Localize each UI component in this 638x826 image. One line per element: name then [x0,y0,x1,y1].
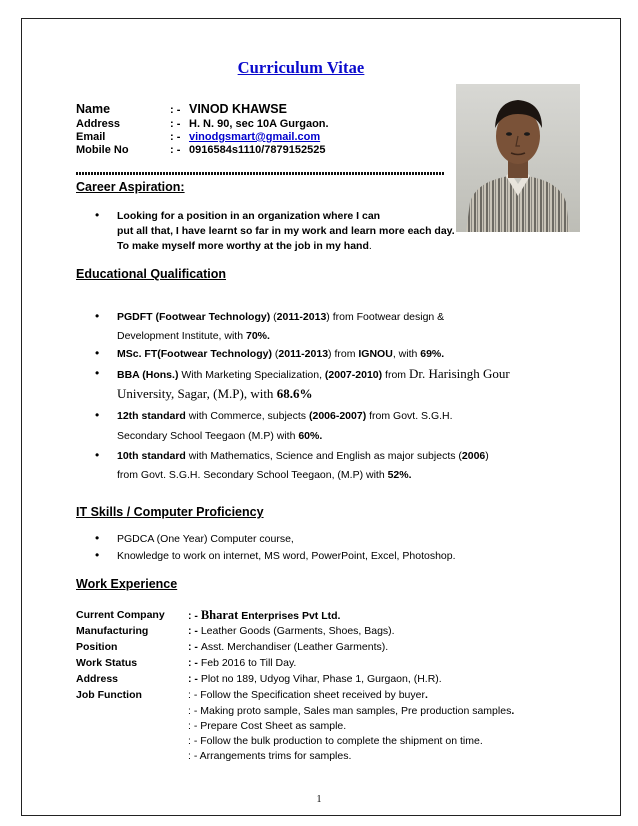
edu-msc-open: ( [271,348,279,360]
email-link[interactable]: vinodgsmart@gmail.com [189,131,321,143]
company-value-rest: Enterprises Pvt Ltd. [238,610,341,622]
job-function-item [188,720,346,732]
edu-bba-percent: 68.6% [276,386,313,401]
job-function-item-text: Making proto sample, Sales man samples, Pre production samples [200,705,512,717]
edu-msc-mid: ) from [328,348,359,360]
bullet-icon: • [95,408,100,422]
manufacturing-row [188,625,395,637]
work-status-label: Work Status [76,657,138,669]
edu-12th-title: 12th standard [117,410,186,422]
work-address-row [188,673,442,685]
education-heading: Educational Qualification [76,267,227,281]
edu-pgdft-rest: ) from Footwear design & [326,311,445,323]
page-number: 1 [316,794,322,805]
career-line-3-text: To make myself more worthy at the job in my hand [117,240,369,252]
header-divider [76,172,444,175]
job-function-item-end: . [511,705,515,717]
career-line-2: put all that, I have learnt so far in my work and learn more each day. [117,225,455,237]
job-function-row [188,689,428,701]
edu-10th-mid: with Mathematics, Science and English as major subjects ( [185,450,462,462]
edu-10th-year: 2006 [461,450,486,462]
address-separator: : - [170,118,181,130]
edu-msc-percent: 69%. [420,348,445,360]
company-separator: : - [188,610,201,622]
bullet-icon: • [95,448,100,462]
position-row [188,641,388,653]
job-function-item-text: Prepare Cost Sheet as sample. [200,720,347,732]
it-skills-heading: IT Skills / Computer Proficiency [76,505,264,519]
position-separator: : - [188,641,201,653]
career-aspiration-heading: Career Aspiration: [76,180,185,194]
job-function-separator: : - [188,689,201,701]
job-function-item-separator: : - [188,735,201,747]
bullet-icon: • [95,346,100,360]
edu-bba-years: (2007-2010) [324,369,383,381]
work-address-value: Plot no 189, Udyog Vihar, Phase 1, Gurgaon, (H.R). [200,673,442,685]
it-skill-item: PGDCA (One Year) Computer course, [117,533,294,545]
career-line-3-end: . [368,240,372,252]
work-experience-heading: Work Experience [76,577,178,591]
page-title: Curriculum Vitae [237,58,365,77]
job-function-end: . [424,689,428,701]
address-label: Address [76,118,121,130]
manufacturing-value: Leather Goods (Garments, Shoes, Bags). [200,625,395,637]
work-address-label: Address [76,673,119,685]
it-skill-item: Knowledge to work on internet, MS word, PowerPoint, Excel, Photoshop. [117,550,456,562]
bullet-icon: • [95,548,100,562]
job-function-item [188,705,514,717]
bullet-icon: • [95,309,100,323]
edu-pgdft-open: ( [270,311,277,323]
edu-msc-line [117,348,444,360]
edu-msc-title: MSc. FT(Footwear Technology) [117,348,272,360]
edu-12th-years: (2006-2007) [308,410,367,422]
manufacturing-label: Manufacturing [76,625,149,637]
work-status-separator: : - [188,657,201,669]
edu-bba-title: BBA (Hons.) [117,369,179,381]
edu-10th-percent: 52%. [387,469,412,481]
edu-pgdft-percent: 70%. [245,330,270,342]
company-label: Current Company [76,609,165,621]
edu-12th-line-1 [117,410,453,422]
edu-12th-line-2 [117,430,322,442]
edu-msc-with: , with [392,348,421,360]
edu-pgdft-institute: Development Institute, with [117,330,246,342]
edu-bba-institute: Dr. Harisingh Gour [408,366,510,381]
bullet-icon: • [95,531,100,545]
email-separator: : - [170,131,181,143]
position-label: Position [76,641,118,653]
name-label: Name [76,102,111,116]
job-function-item-separator: : - [188,705,201,717]
job-function-item-separator: : - [188,720,201,732]
career-line-3 [117,240,372,252]
job-function-item [188,750,351,762]
edu-pgdft-title: PGDFT (Footwear Technology) [117,311,271,323]
position-value: Asst. Merchandiser (Leather Garments). [200,641,389,653]
edu-bba-line-1 [117,366,510,382]
edu-12th-school: Secondary School Teegaon (M.P) with [117,430,299,442]
company-row [188,608,340,623]
edu-pgdft-line-1 [117,311,444,323]
edu-10th-line-1 [117,450,489,462]
person-photo [456,84,580,232]
edu-pgdft-line-2 [117,330,270,342]
edu-msc-institute: IGNOU [358,348,393,360]
address-value: H. N. 90, sec 10A Gurgaon. [189,118,329,130]
edu-bba-from: from [382,369,409,381]
edu-10th-close: ) [485,450,489,462]
edu-bba-line-2 [117,386,312,402]
name-value: VINOD KHAWSE [189,102,287,116]
email-label: Email [76,131,106,143]
mobile-label: Mobile No [76,144,129,156]
edu-12th-rest: from Govt. S.G.H. [366,410,453,422]
work-status-value: Feb 2016 to Till Day. [200,657,297,669]
edu-10th-school: from Govt. S.G.H. Secondary School Teegaon, (M.P) with [117,469,388,481]
edu-bba-mid: With Marketing Specialization, [178,369,325,381]
mobile-value: 0916584s1110/7879152525 [189,144,326,156]
edu-10th-line-2 [117,469,412,481]
company-value-first: Bharat [200,608,239,622]
job-function-item-separator: : - [188,750,200,762]
photo-portrait-icon [456,84,580,232]
job-function-item-text: Arrangements trims for samples. [199,750,352,762]
bullet-icon: • [95,208,100,222]
job-function-label: Job Function [76,689,142,701]
job-function-item [188,735,483,747]
work-status-row [188,657,296,669]
edu-pgdft-years: 2011-2013 [276,311,327,323]
edu-10th-title: 10th standard [117,450,186,462]
edu-bba-university: University, Sagar, (M.P), with [117,386,277,401]
edu-msc-years: 2011-2013 [278,348,329,360]
career-line-1: Looking for a position in an organization where I can [117,210,381,222]
job-function-value: Follow the Specification sheet received by buyer [200,689,425,701]
edu-12th-percent: 60%. [298,430,323,442]
name-separator: : - [170,104,181,116]
manufacturing-separator: : - [188,625,201,637]
job-function-item-text: Follow the bulk production to complete the shipment on time. [200,735,483,747]
work-address-separator: : - [188,673,201,685]
bullet-icon: • [95,366,100,380]
mobile-separator: : - [170,144,181,156]
edu-12th-mid: with Commerce, subjects [185,410,309,422]
